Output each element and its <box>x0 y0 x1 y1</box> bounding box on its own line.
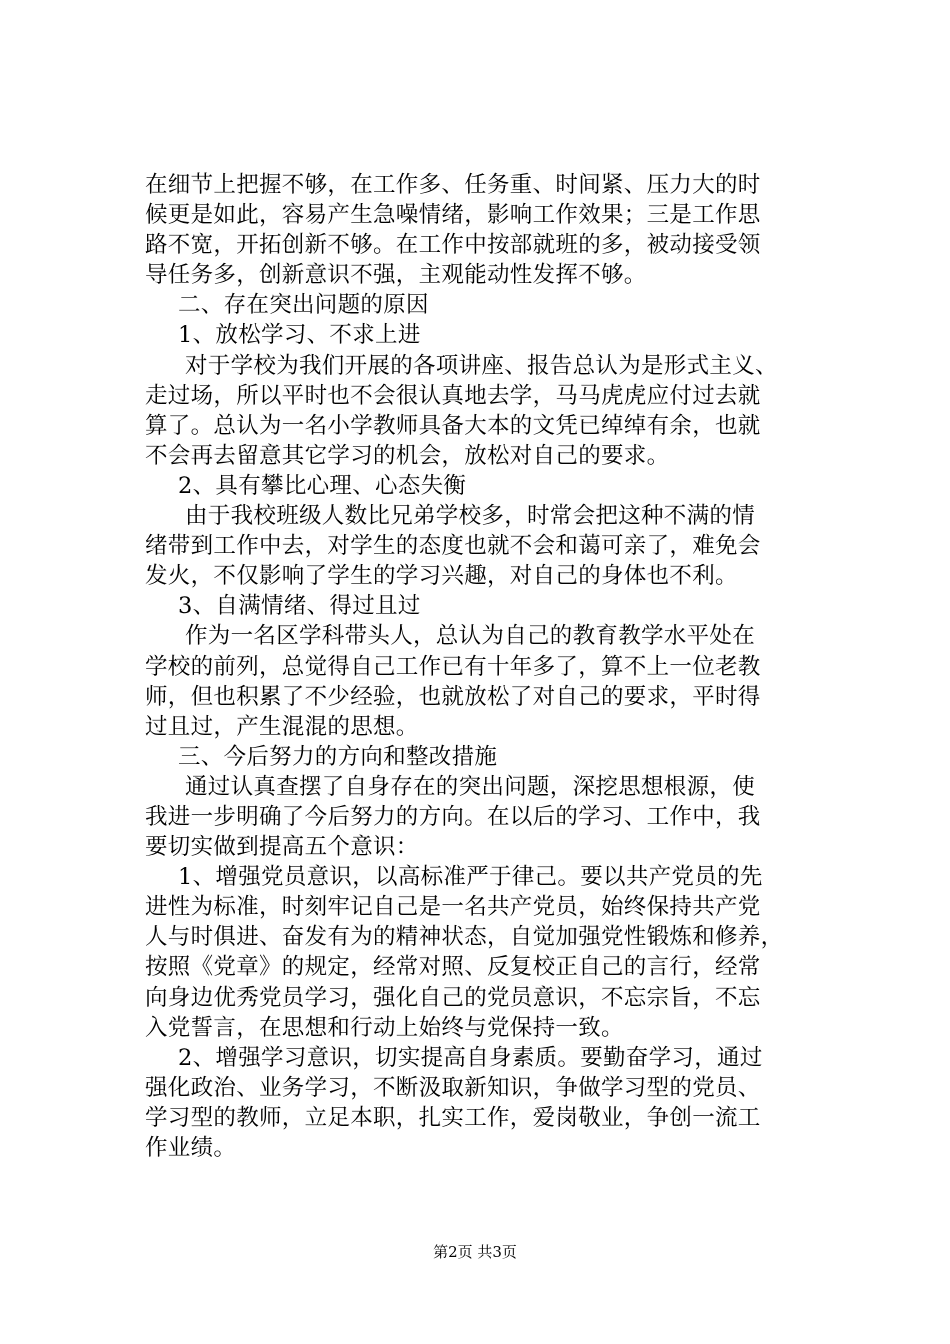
text-line: 导任务多，创新意识不强，主观能动性发挥不够。 <box>145 262 647 289</box>
text-line: 不会再去留意其它学习的机会，放松对自己的要求。 <box>145 442 670 469</box>
text-line: 候更是如此，容易产生急噪情绪，影响工作效果；三是工作思 <box>145 202 761 229</box>
text-line: 二、存在突出问题的原因 <box>178 292 429 319</box>
text-line: 三、今后努力的方向和整改措施 <box>178 743 498 770</box>
text-line: 走过场，所以平时也不会很认真地去学，马马虎虎应付过去就 <box>145 382 761 409</box>
text-line: 2、具有攀比心理、心态失衡 <box>178 472 467 499</box>
text-line: 对于学校为我们开展的各项讲座、报告总认为是形式主义、 <box>185 352 778 379</box>
text-line: 学习型的教师，立足本职，扎实工作，爱岗敬业，争创一流工 <box>145 1104 761 1131</box>
text-line: 作业绩。 <box>145 1135 237 1161</box>
text-line: 绪带到工作中去，对学生的态度也就不会和蔼可亲了，难免会 <box>145 533 761 560</box>
text-line: 师，但也积累了不少经验，也就放松了对自己的要求，平时得 <box>145 683 761 710</box>
text-line: 发火，不仅影响了学生的学习兴趣，对自己的身体也不利。 <box>145 563 738 590</box>
text-line: 2、增强学习意识，切实提高自身素质。要勤奋学习，通过 <box>178 1044 763 1071</box>
text-line: 通过认真查摆了自身存在的突出问题，深挖思想根源，使 <box>185 773 756 800</box>
text-line: 3、自满情绪、得过且过 <box>178 593 421 620</box>
text-line: 进性为标准，时刻牢记自己是一名共产党员，始终保持共产党 <box>145 894 761 921</box>
text-line: 路不宽，开拓创新不够。在工作中按部就班的多，被动接受领 <box>145 232 761 259</box>
text-line: 向身边优秀党员学习，强化自己的党员意识，不忘宗旨，不忘 <box>145 984 761 1011</box>
text-line: 入党誓言，在思想和行动上始终与党保持一致。 <box>145 1014 624 1041</box>
text-line: 过且过，产生混混的思想。 <box>145 713 419 740</box>
text-line: 在细节上把握不够，在工作多、任务重、时间紧、压力大的时 <box>145 172 761 198</box>
text-line: 1、放松学习、不求上进 <box>178 322 421 349</box>
text-line: 人与时俱进、奋发有为的精神状态，自觉加强党性锻炼和修养， <box>145 924 784 951</box>
text-line: 由于我校班级人数比兄弟学校多，时常会把这种不满的情 <box>185 503 756 530</box>
text-line: 学校的前列，总觉得自己工作已有十年多了，算不上一位老教 <box>145 653 761 680</box>
page-footer: 第2页 共3页 <box>433 1243 517 1261</box>
text-line: 按照《党章》的规定，经常对照、反复校正自己的言行，经常 <box>145 954 761 981</box>
text-line: 强化政治、业务学习，不断汲取新知识，争做学习型的党员、 <box>145 1074 761 1101</box>
text-line: 1、增强党员意识，以高标准严于律己。要以共产党员的先 <box>178 864 763 891</box>
document-body <box>145 170 835 1163</box>
text-line: 作为一名区学科带头人，总认为自己的教育教学水平处在 <box>185 623 756 650</box>
text-line: 要切实做到提高五个意识： <box>145 834 419 861</box>
text-line: 算了。总认为一名小学教师具备大本的文凭已绰绰有余，也就 <box>145 412 761 439</box>
text-line: 我进一步明确了今后努力的方向。在以后的学习、工作中，我 <box>145 803 761 830</box>
